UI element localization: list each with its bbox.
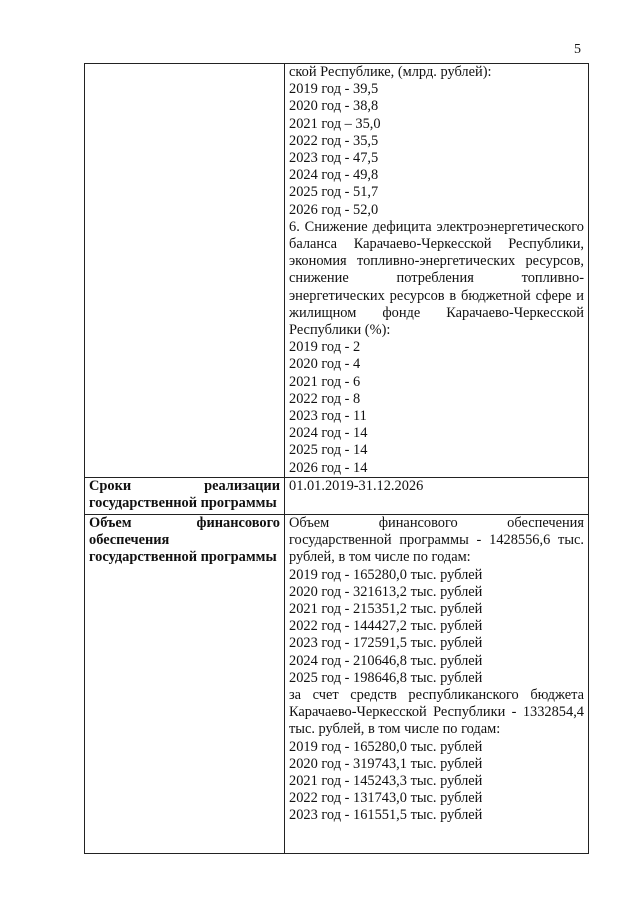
indicator-line: 2021 год – 35,0 [289, 115, 381, 132]
funding-line: 2023 год - 172591,5 тыс. рублей [289, 635, 483, 652]
indicator-intro: ской Республике, (млрд. рублей): [289, 64, 492, 80]
funding-line: 2021 год - 145243,3 тыс. рублей [289, 773, 483, 790]
funding-line: 2024 год - 210646,8 тыс. рублей [289, 652, 483, 669]
timeline-cell [285, 478, 589, 515]
row-label-timeline: Сроки реализации государственной программы [85, 478, 285, 515]
indicator-line: 2023 год - 11 [289, 408, 367, 425]
indicator-line: 2019 год - 2 [289, 339, 361, 356]
indicator-line: 2020 год - 4 [289, 356, 361, 373]
funding-line: 2020 год - 321613,2 тыс. рублей [289, 583, 483, 600]
funding-line: 2022 год - 144427,2 тыс. рублей [289, 618, 483, 635]
funding-line: 2022 год - 131743,0 тыс. рублей [289, 790, 483, 807]
indicator-line: 2019 год - 39,5 [289, 81, 379, 98]
row-label-empty [85, 64, 285, 478]
funding-line: 2020 год - 319743,1 тыс. рублей [289, 755, 483, 772]
funding-line: 2023 год - 161551,5 тыс. рублей [289, 807, 483, 824]
funding-line: 2025 год - 198646,8 тыс. рублей [289, 669, 483, 686]
program-passport-table [84, 63, 589, 854]
table-row-funding [85, 515, 589, 854]
indicator-line: 2021 год - 6 [289, 373, 361, 390]
indicator-line: 2023 год - 47,5 [289, 150, 379, 167]
funding-paragraph-total: Объем финансового обеспечения государственной программы - 1428556,6 тыс. рублей, в том числе по годам: [289, 515, 584, 566]
timeline-value: 01.01.2019-31.12.2026 [289, 478, 424, 494]
indicator-line: 2024 год - 14 [289, 425, 368, 442]
indicator-line: 2020 год - 38,8 [289, 98, 379, 115]
indicator-line: 2022 год - 35,5 [289, 132, 379, 149]
indicator-paragraph: 6. Снижение дефицита электроэнергетического баланса Карачаево-Черкесской Республики, экономия топливно-энергетических ресурсов, снижение потребления топливно-энергетических ресурсов в бюджетной сфере и жилищном фонде Карачаево-Черкесской Республики (%): [289, 218, 584, 339]
indicator-line: 2022 год - 8 [289, 390, 361, 407]
funding-line: 2019 год - 165280,0 тыс. рублей [289, 738, 483, 755]
funding-cell [285, 515, 589, 854]
indicator-line: 2025 год - 51,7 [289, 184, 379, 201]
indicator-line: 2026 год - 52,0 [289, 201, 379, 218]
indicator-line: 2024 год - 49,8 [289, 167, 379, 184]
indicator-line: 2025 год - 14 [289, 442, 368, 459]
indicator-line: 2026 год - 14 [289, 459, 368, 476]
funding-line: 2019 год - 165280,0 тыс. рублей [289, 566, 483, 583]
funding-paragraph-regional: за счет средств республиканского бюджета Карачаево-Черкесской Республики - 1332854,4 тыс. рублей, в том числе по годам: [289, 687, 584, 738]
table-row-indicators [85, 64, 589, 478]
table-row-timeline [85, 478, 589, 515]
row-label-funding: Объем финансового обеспечения государственной программы [85, 515, 285, 854]
indicators-cell [285, 64, 589, 478]
funding-line: 2021 год - 215351,2 тыс. рублей [289, 601, 483, 618]
page-number: 5 [574, 42, 581, 57]
